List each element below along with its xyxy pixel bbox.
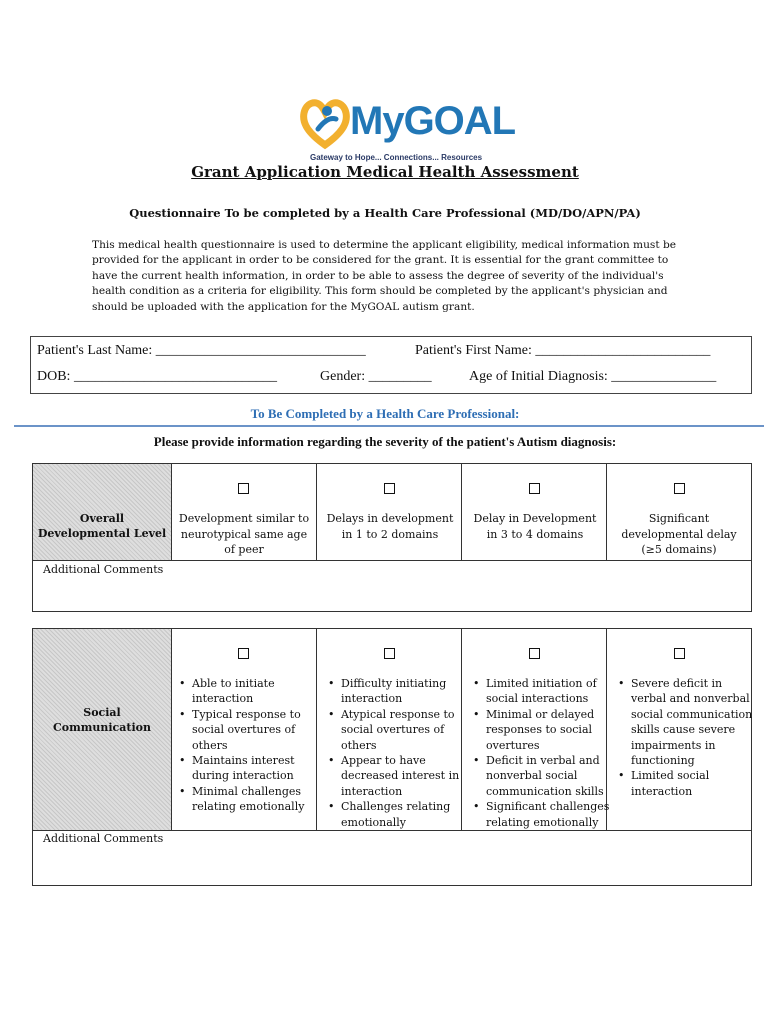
- list-item: • Deficit in verbal and nonverbal social communication skills: [486, 753, 610, 799]
- checkbox[interactable]: [384, 648, 395, 659]
- option-label: Delays in development in 1 to 2 domains: [326, 512, 454, 541]
- checkbox[interactable]: [674, 648, 685, 659]
- dob-field[interactable]: DOB: _____________________________: [37, 369, 277, 384]
- option-cell: [317, 464, 462, 560]
- mygoal-logo: [300, 95, 516, 167]
- list-item: • Difficulty initiating interaction: [341, 676, 463, 707]
- additional-comments-label: Additional Comments: [43, 832, 164, 845]
- option-cell: [171, 629, 317, 830]
- list-item: • Minimal or delayed responses to social overtures: [486, 707, 610, 753]
- list-item: • Severe deficit in verbal and nonverbal social communication skills cause severe impairments in functioning: [631, 676, 753, 768]
- list-item: • Maintains interest during interaction: [192, 753, 312, 784]
- patient-last-name-field[interactable]: Patient's Last Name: ______________________________: [37, 343, 366, 358]
- option-label: Delay in Development in 3 to 4 domains: [473, 512, 597, 541]
- option-label: Development similar to neurotypical same age of peer: [178, 512, 310, 556]
- list-item: • Limited social interaction: [631, 768, 753, 799]
- list-item: • Significant challenges relating emotionally: [486, 799, 610, 830]
- option-list: [615, 676, 753, 799]
- checkbox[interactable]: [238, 483, 249, 494]
- option-cell: [171, 464, 317, 560]
- checkbox[interactable]: [529, 648, 540, 659]
- page-title: Grant Application Medical Health Assessment: [191, 163, 579, 181]
- intro-paragraph: This medical health questionnaire is used to determine the applicant eligibility, medical information must be provided for the applicant in order to be considered for the grant. It is essential for the grant committee to have the current health information, in order to be able to assess the degree of severity of the individual's health condition as a criteria for eligibility. This form should be completed by the applicant's physician and should be uploaded with the application for the MyGOAL autism grant.: [92, 239, 677, 313]
- option-cell: [317, 629, 462, 830]
- option-list: [470, 676, 610, 830]
- list-item: • Appear to have decreased interest in interaction: [341, 753, 463, 799]
- instruction-text: Please provide information regarding the severity of the patient's Autism diagnosis:: [153, 434, 617, 449]
- option-cell: [607, 629, 751, 830]
- list-item: • Atypical response to social overtures of others: [341, 707, 463, 753]
- page-subtitle: Questionnaire To be completed by a Health Care Professional (MD/DO/APN/PA): [129, 206, 641, 220]
- additional-comments-area[interactable]: [33, 847, 751, 885]
- gender-field[interactable]: Gender: _________: [320, 369, 432, 384]
- list-item: • Typical response to social overtures of others: [192, 707, 312, 753]
- additional-comments-area[interactable]: [33, 577, 751, 611]
- list-item: • Limited initiation of social interactions: [486, 676, 610, 707]
- additional-comments-label: Additional Comments: [43, 563, 164, 576]
- age-of-diagnosis-field[interactable]: Age of Initial Diagnosis: _______________: [469, 369, 717, 384]
- list-item: • Minimal challenges relating emotionally: [192, 784, 312, 815]
- logo-wordmark: MyGOAL: [350, 99, 516, 143]
- option-cell: [607, 464, 751, 560]
- patient-first-name-field[interactable]: Patient's First Name: _________________________: [415, 343, 711, 358]
- option-label: Significant developmental delay (≥5 domains): [621, 512, 737, 556]
- list-item: • Able to initiate interaction: [192, 676, 312, 707]
- row-label-developmental: Overall Developmental Level: [37, 512, 167, 540]
- row-divider: [33, 830, 751, 831]
- row-divider: [33, 560, 751, 561]
- list-item: • Challenges relating emotionally: [341, 799, 463, 830]
- hcp-heading: To Be Completed by a Health Care Professional:: [250, 406, 520, 421]
- option-cell: [462, 464, 607, 560]
- divider: [14, 425, 764, 427]
- patient-info-box: [30, 336, 752, 394]
- logo-tagline: Gateway to Hope... Connections... Resources: [310, 153, 483, 162]
- checkbox[interactable]: [238, 648, 249, 659]
- option-list: [176, 676, 312, 815]
- checkbox[interactable]: [384, 483, 395, 494]
- option-list: [325, 676, 463, 830]
- row-label-social: Social Communication: [53, 706, 151, 734]
- checkbox[interactable]: [674, 483, 685, 494]
- checkbox[interactable]: [529, 483, 540, 494]
- option-cell: [462, 629, 610, 830]
- heart-figure-icon: [300, 95, 350, 151]
- social-communication-table: [32, 628, 752, 886]
- developmental-level-table: [32, 463, 752, 612]
